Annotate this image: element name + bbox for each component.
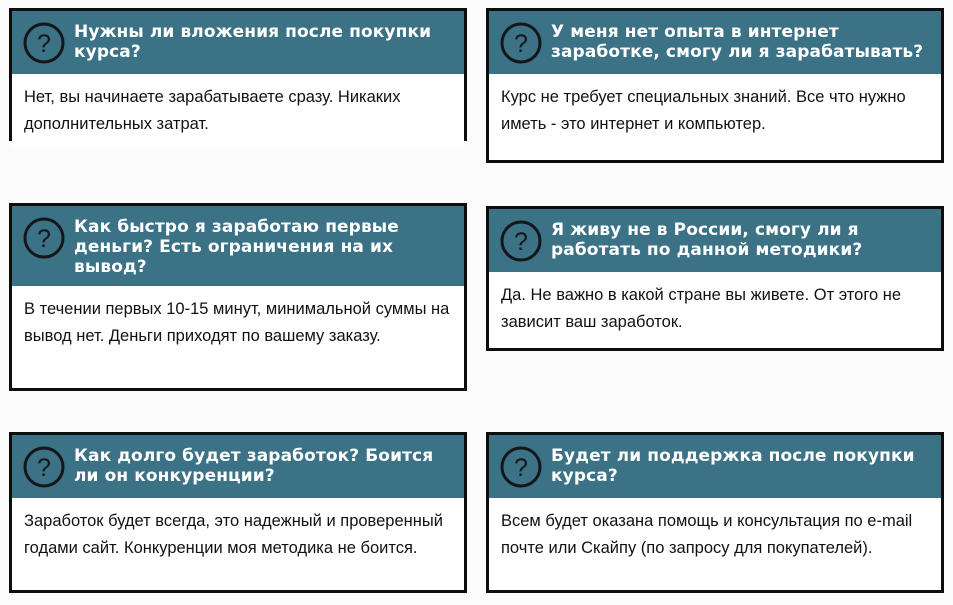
faq-card[interactable] — [9, 203, 467, 391]
faq-card-header — [12, 11, 464, 74]
faq-answer: Всем будет оказана помощь и консультация по e-mail почте или Скайпу (по запросу для покупателей). — [489, 498, 941, 590]
faq-answer: В течении первых 10-15 минут, минимальной суммы на вывод нет. Деньги приходят по вашему заказу. — [12, 286, 464, 388]
question-mark-circle-icon — [22, 216, 66, 260]
svg-text:?: ? — [514, 228, 528, 256]
faq-question: Нужны ли вложения после покупки курса? — [74, 22, 432, 62]
svg-text:?: ? — [514, 454, 528, 482]
faq-card-header — [12, 206, 464, 286]
faq-card-header — [489, 209, 941, 272]
question-mark-circle-icon — [499, 219, 543, 263]
svg-text:?: ? — [37, 30, 51, 58]
faq-answer: Заработок будет всегда, это надежный и проверенный годами сайт. Конкуренции моя методика не боится. — [12, 498, 464, 590]
svg-text:?: ? — [514, 30, 528, 58]
question-mark-circle-icon — [499, 445, 543, 489]
faq-question: У меня нет опыта в интернет заработке, смогу ли я зарабатывать? — [551, 22, 924, 62]
faq-answer: Да. Не важно в какой стране вы живете. От этого не зависит ваш заработок. — [489, 272, 941, 348]
faq-question: Как быстро я заработаю первые деньги? Есть ограничения на их вывод? — [74, 217, 399, 277]
faq-card-header — [489, 11, 941, 74]
faq-question: Будет ли поддержка после покупки курса? — [551, 446, 915, 486]
faq-card[interactable] — [9, 8, 467, 141]
faq-card[interactable] — [486, 8, 944, 163]
faq-answer: Нет, вы начинаете зарабатываете сразу. Никаких дополнительных затрат. — [12, 74, 464, 148]
svg-text:?: ? — [37, 225, 51, 253]
question-mark-circle-icon — [22, 21, 66, 65]
faq-question: Я живу не в России, смогу ли я работать по данной методики? — [551, 220, 863, 260]
faq-card[interactable] — [486, 206, 944, 351]
faq-card[interactable] — [9, 432, 467, 593]
faq-answer: Курс не требует специальных знаний. Все что нужно иметь - это интернет и компьютер. — [489, 74, 941, 160]
question-mark-circle-icon — [499, 21, 543, 65]
question-mark-circle-icon — [22, 445, 66, 489]
svg-text:?: ? — [37, 454, 51, 482]
faq-card[interactable] — [486, 432, 944, 593]
faq-card-header — [12, 435, 464, 498]
faq-question: Как долго будет заработок? Боится ли он конкуренции? — [74, 446, 434, 486]
faq-card-header — [489, 435, 941, 498]
